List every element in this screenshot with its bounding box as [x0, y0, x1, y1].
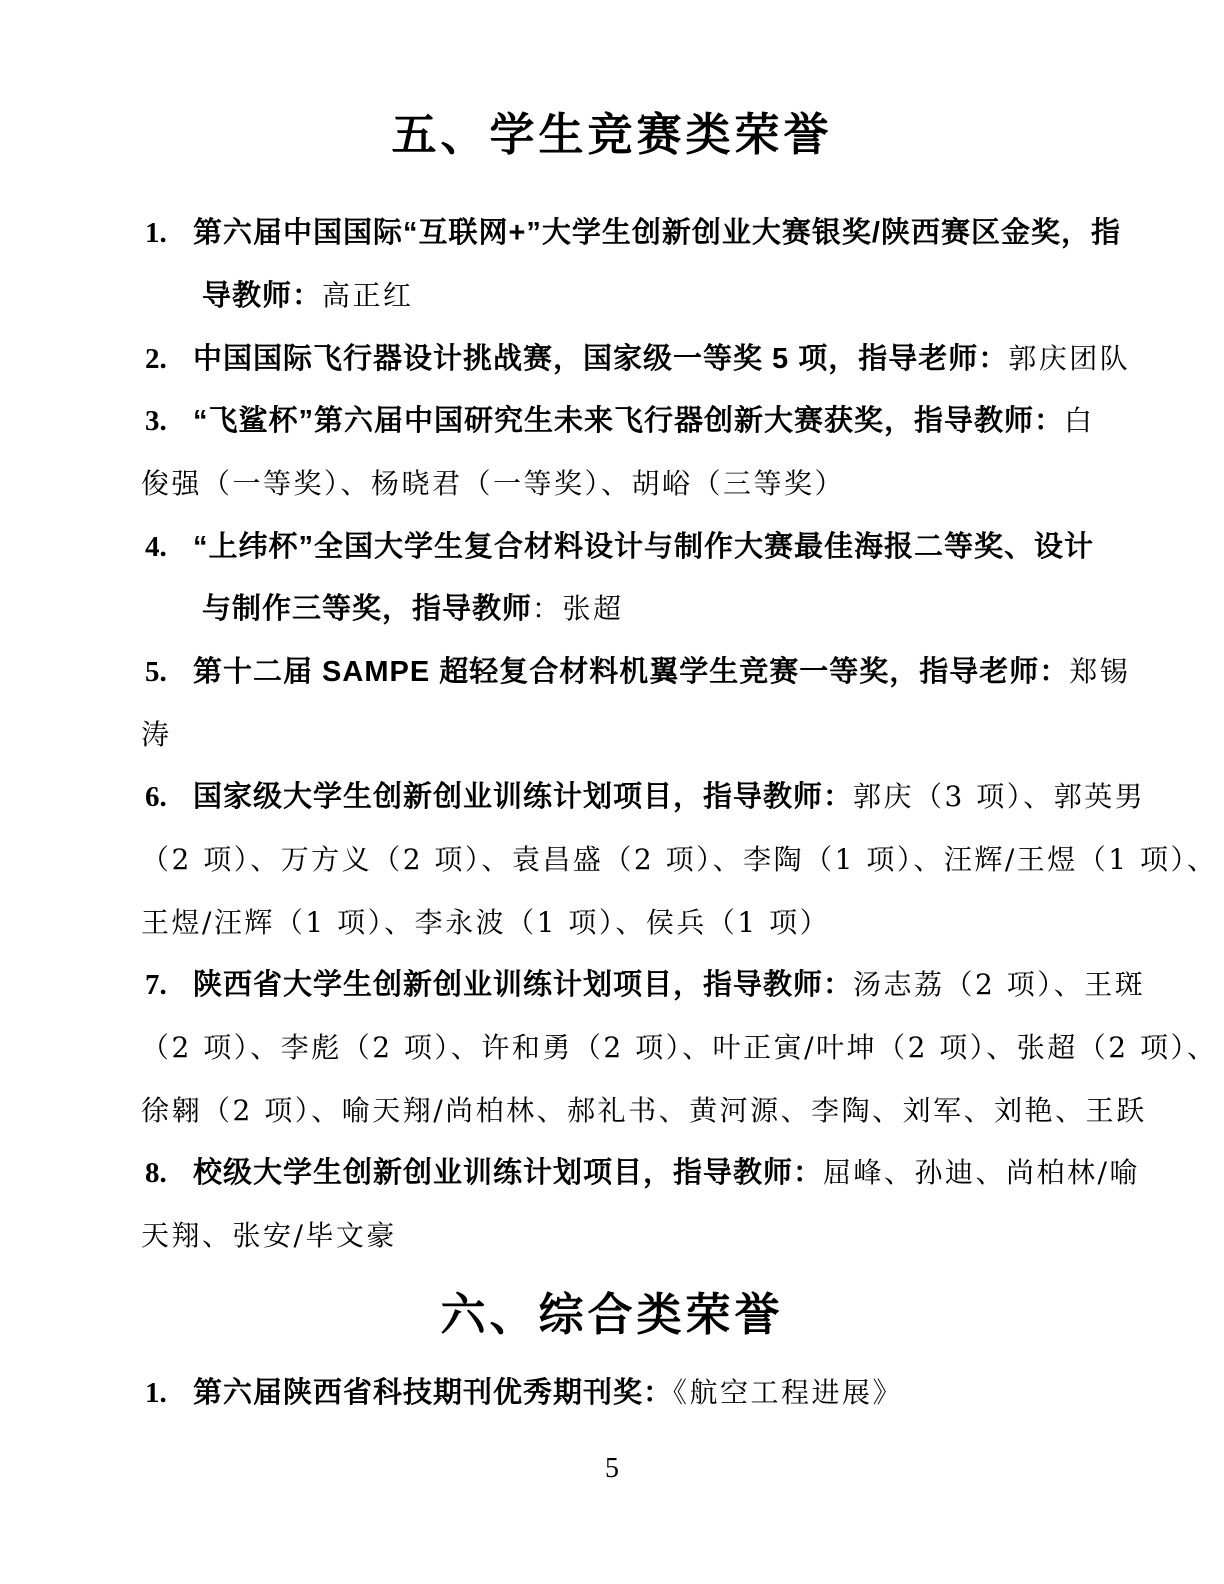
list-item-line — [141, 903, 830, 943]
item-text-kai: ：张超 — [532, 592, 624, 625]
item-number: 7. — [145, 969, 167, 1001]
item-text-kai: 汤志荔（2 项）、王斑 — [853, 968, 1146, 1001]
item-text-bold: 导教师： — [202, 280, 323, 312]
item-text-kai: 郭庆（3 项）、郭英男 — [853, 780, 1146, 813]
item-number: 1. — [145, 217, 167, 249]
item-number: 5. — [145, 656, 167, 688]
list-item-line — [141, 715, 172, 755]
list-item-line — [202, 589, 624, 629]
list-item-line — [202, 276, 414, 316]
list-item-line — [141, 464, 845, 504]
item-number: 4. — [145, 531, 167, 563]
item-text-bold: 陕西省大学生创新创业训练计划项目，指导教师： — [193, 969, 854, 1001]
list-item-line — [145, 527, 1094, 567]
list-item-line — [141, 1028, 1218, 1068]
item-text-bold: 第六届陕西省科技期刊优秀期刊奖： — [193, 1377, 674, 1409]
item-text-bold: 中国国际飞行器设计挑战赛，国家级一等奖 5 项，指导老师： — [193, 343, 1009, 375]
list-item-line — [145, 1373, 903, 1413]
item-text-kai: 王煜/汪辉（1 项）、李永波（1 项）、侯兵（1 项） — [141, 906, 831, 939]
item-text-bold: 国家级大学生创新创业训练计划项目，指导教师： — [193, 781, 854, 813]
item-text-kai: 涛 — [141, 718, 172, 751]
item-text-kai: 俊强（一等奖）、杨晓君（一等奖）、胡峪（三等奖） — [141, 467, 846, 500]
item-text-bold: “飞鲨杯”第六届中国研究生未来飞行器创新大赛获奖，指导教师： — [193, 405, 1065, 437]
item-number: 8. — [145, 1157, 167, 1189]
item-number: 2. — [145, 343, 167, 375]
item-text-kai: 屈峰、孙迪、尚柏林/喻 — [823, 1156, 1140, 1189]
item-text-bold: “上纬杯”全国大学生复合材料设计与制作大赛最佳海报二等奖、设计 — [193, 531, 1095, 563]
list-item-line — [145, 652, 1130, 692]
item-text-kai: 郑锡 — [1069, 655, 1131, 688]
list-item-line — [145, 339, 1130, 379]
item-number: 3. — [145, 405, 167, 437]
item-number: 6. — [145, 781, 167, 813]
item-text-bold: 第六届中国国际“互联网+”大学生创新创业大赛银奖/陕西赛区金奖，指 — [193, 217, 1121, 249]
list-item-line — [145, 213, 1121, 253]
list-item-line — [141, 840, 1218, 880]
item-text-kai: （2 项）、万方义（2 项）、袁昌盛（2 项）、李陶（1 项）、汪辉/王煜（1 项）、 — [141, 843, 1218, 876]
section-5-title: 五、学生竞赛类荣誉 — [391, 109, 833, 160]
item-number: 1. — [145, 1377, 167, 1409]
item-text-kai: （2 项）、李彪（2 项）、许和勇（2 项）、叶正寅/叶坤（2 项）、张超（2 项）、 — [141, 1031, 1218, 1064]
item-text-bold: 与制作三等奖，指导教师 — [202, 593, 533, 625]
item-text-bold: 校级大学生创新创业训练计划项目，指导教师： — [193, 1157, 824, 1189]
item-text-bold: 第十二届 SAMPE 超轻复合材料机翼学生竞赛一等奖，指导老师： — [193, 656, 1070, 688]
item-text-kai: 徐翱（2 项）、喻天翔/尚柏林、郝礼书、黄河源、李陶、刘军、刘艳、王跃 — [141, 1094, 1147, 1127]
item-text-kai: 《航空工程进展》 — [673, 1376, 904, 1409]
section-6-title: 六、综合类荣誉 — [440, 1289, 784, 1340]
item-text-kai: 郭庆团队 — [1008, 342, 1131, 375]
list-item-line — [145, 401, 1095, 441]
list-item-line — [145, 777, 1145, 817]
list-item-line — [145, 965, 1145, 1005]
page-number: 5 — [605, 1453, 619, 1484]
item-text-kai: 白 — [1064, 404, 1095, 437]
item-text-kai: 天翔、张安/毕文豪 — [141, 1219, 397, 1252]
list-item-line — [141, 1091, 1147, 1131]
list-item-line — [145, 1153, 1140, 1193]
item-text-kai: 高正红 — [322, 279, 414, 312]
list-item-line — [141, 1216, 397, 1256]
